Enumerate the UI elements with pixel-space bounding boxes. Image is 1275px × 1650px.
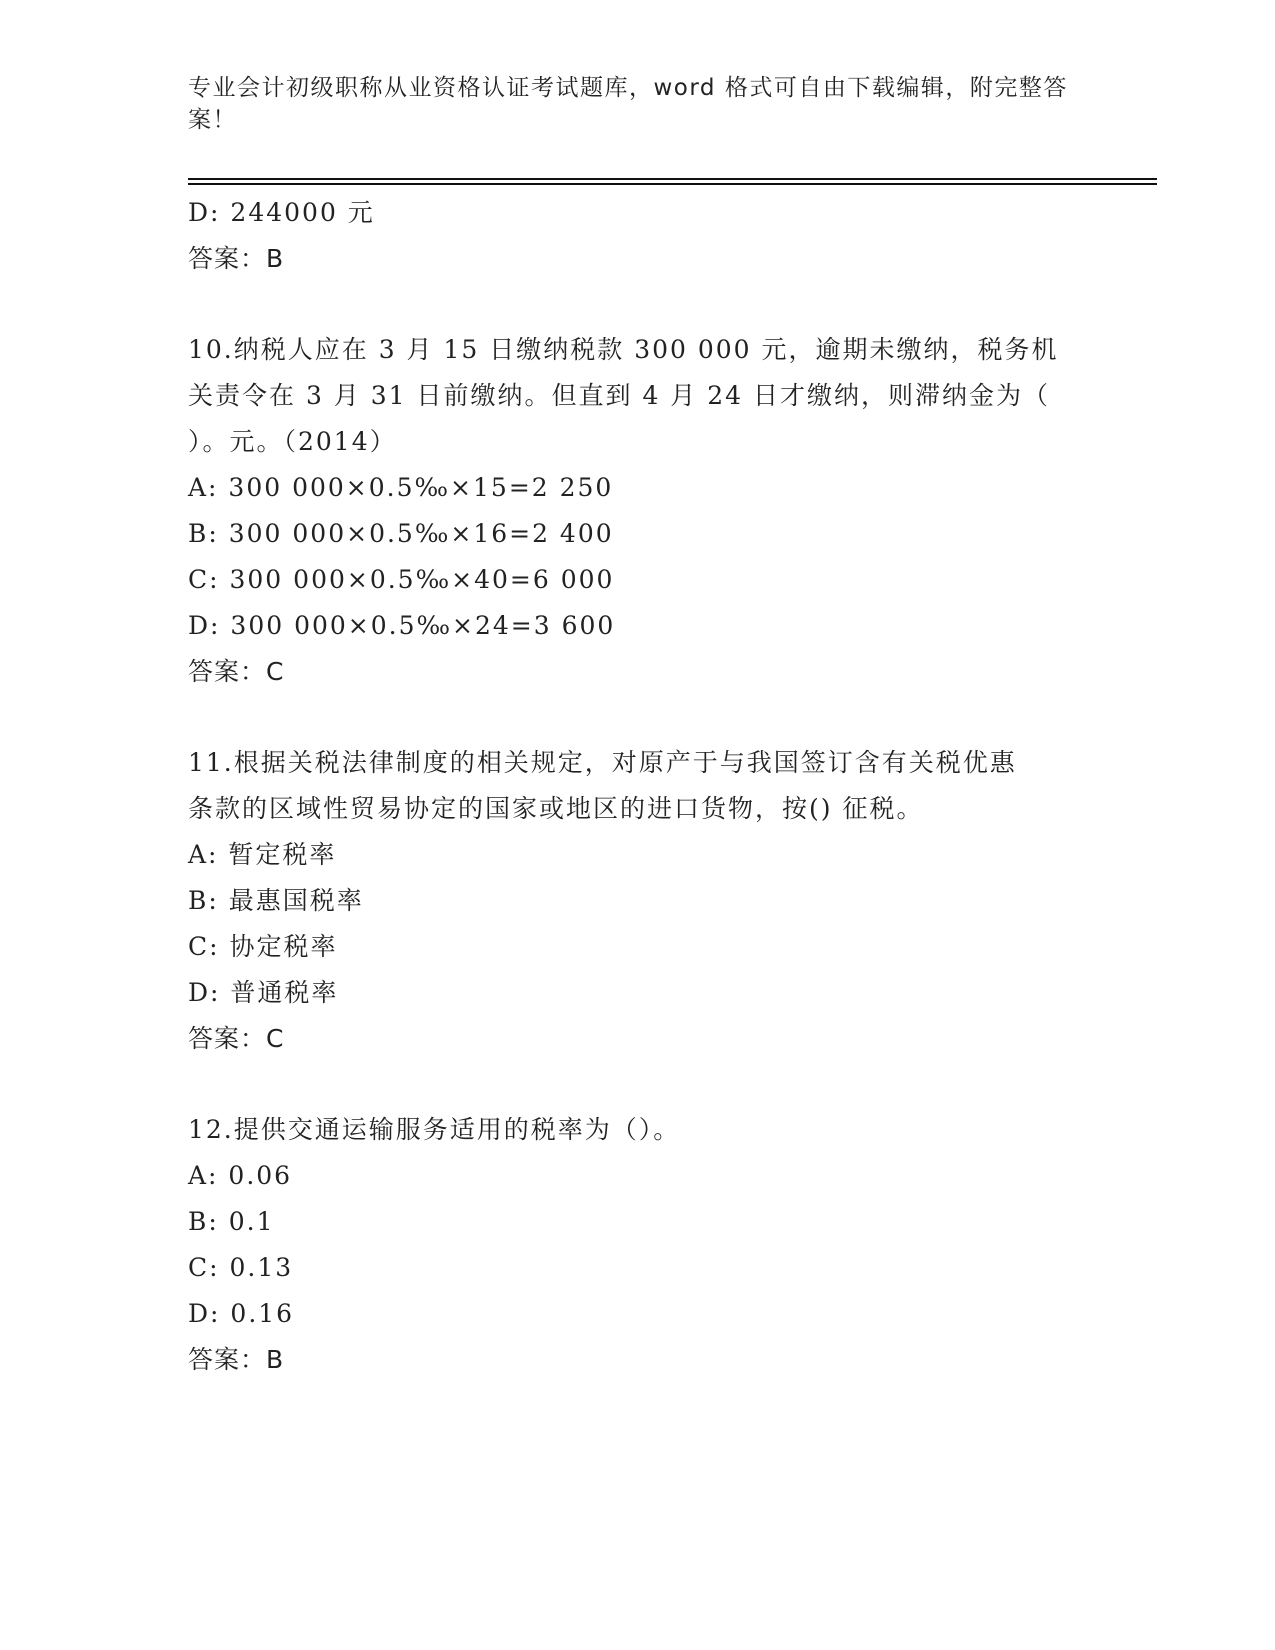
q12-stem-line-1: 12.提供交通运输服务适用的税率为（）。 [188, 1115, 681, 1144]
q10-option-a: A: 300 000×0.5‰×15=2 250 [188, 473, 614, 502]
document-header [188, 72, 1068, 136]
q11-option-a: A: 暂定税率 [188, 840, 337, 869]
q11-stem-line-2: 条款的区域性贸易协定的国家或地区的进口货物，按() 征税。 [188, 794, 924, 823]
header-rule-bottom [188, 183, 1157, 185]
q11-option-c: C: 协定税率 [188, 932, 338, 961]
header-rule-top [188, 178, 1157, 180]
q10-stem-line-1: 10.纳税人应在 3 月 15 日缴纳税款 300 000 元，逾期未缴纳，税务机 [188, 335, 1059, 364]
q10-stem-line-2: 关责令在 3 月 31 日前缴纳。但直到 4 月 24 日才缴纳，则滞纳金为（ [188, 381, 1051, 410]
q9-answer: 答案：B [188, 244, 285, 273]
q12-option-a: A: 0.06 [188, 1161, 293, 1190]
q10-answer: 答案：C [188, 657, 285, 686]
q12-option-c: C: 0.13 [188, 1253, 294, 1282]
q10-option-d: D: 300 000×0.5‰×24=3 600 [188, 611, 616, 640]
spacer [188, 282, 1088, 327]
q11-option-d: D: 普通税率 [188, 978, 339, 1007]
q12-option-d: D: 0.16 [188, 1299, 295, 1328]
spacer [188, 1062, 1088, 1107]
q12-option-b: B: 0.1 [188, 1207, 275, 1236]
header-line-1: 专业会计初级职称从业资格认证考试题库，word 格式可自由下载编辑，附完整答 [188, 75, 1068, 101]
q10-stem-line-3: ）。元。（2014） [188, 427, 397, 456]
q10-option-b: B: 300 000×0.5‰×16=2 400 [188, 519, 614, 548]
q9-option-d: D: 244000 元 [188, 198, 375, 227]
q11-answer: 答案：C [188, 1024, 285, 1053]
q10-option-c: C: 300 000×0.5‰×40=6 000 [188, 565, 615, 594]
q11-option-b: B: 最惠国税率 [188, 886, 364, 915]
q12-answer: 答案：B [188, 1345, 285, 1374]
q11-stem-line-1: 11.根据关税法律制度的相关规定，对原产于与我国签订含有关税优惠 [188, 748, 1017, 777]
spacer [188, 695, 1088, 740]
question-9-tail [188, 190, 1088, 282]
question-11 [188, 740, 1088, 1062]
header-line-2: 案！ [188, 107, 237, 133]
question-content [188, 190, 1088, 1383]
question-12 [188, 1107, 1088, 1383]
question-10 [188, 327, 1088, 695]
